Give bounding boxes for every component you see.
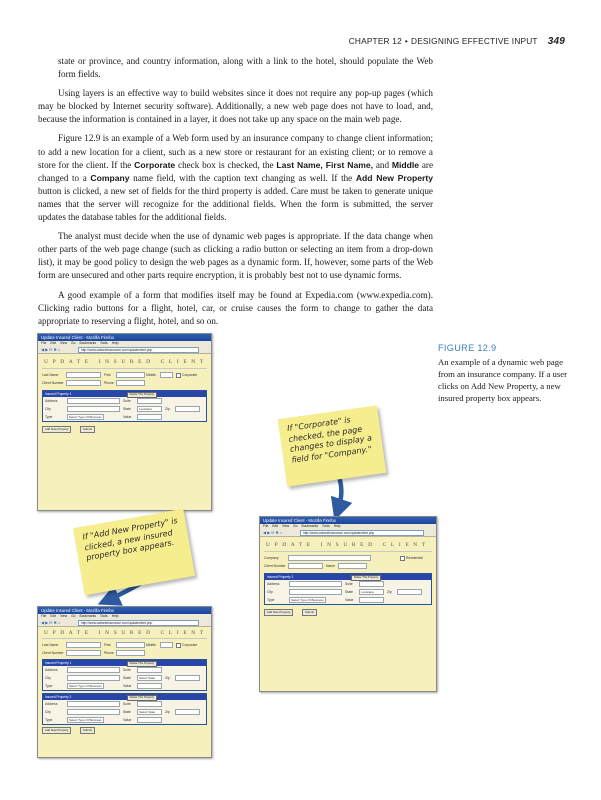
form-heading: UPDATE INSURED CLIENT [44, 359, 208, 365]
state-select[interactable]: Select State [137, 709, 162, 715]
nav-buttons-icon[interactable]: ◀▶⟳✖⌂ [41, 620, 62, 625]
client-row: Client Number Phone [38, 379, 211, 387]
menu-go[interactable]: Go [71, 341, 76, 345]
corporate-checkbox[interactable] [176, 643, 181, 648]
menu-go[interactable]: Go [71, 614, 76, 618]
address-input[interactable] [67, 667, 120, 673]
term-middle: Middle [391, 159, 420, 170]
nav-buttons-icon[interactable]: ◀▶⟳✖⌂ [263, 530, 284, 535]
menu-bookmarks[interactable]: Bookmarks [301, 524, 318, 528]
city-input[interactable] [289, 589, 342, 595]
menu-tools[interactable]: Tools [100, 614, 108, 618]
address-bar [260, 529, 436, 537]
screen-initial-form [37, 333, 212, 511]
last-name-input[interactable] [66, 642, 101, 648]
url-field[interactable]: http://www.calwestinsurance.com/updateclient.php [300, 530, 424, 536]
figure-description: An example of a dynamic web page from an insurance company. If a user clicks on Add New Property, a new insured property box appears. [438, 357, 567, 403]
chapter-title: DESIGNING EFFECTIVE INPUT [411, 36, 538, 46]
phone-input[interactable] [116, 380, 145, 386]
value-input[interactable] [137, 717, 162, 723]
submit-button[interactable]: Submit [80, 727, 95, 734]
client-row: Client Number Name [260, 562, 436, 570]
zip-input[interactable] [175, 406, 200, 412]
state-select[interactable]: Louisiana [359, 589, 384, 595]
type-select[interactable]: Select Type Of Business [67, 717, 104, 723]
paragraph-layers: Using layers is an effective way to build websites since it does not require any pop-up pages (which may be blocked by Internet security software). Additionally, a new web page does not have to load, and, because the information is contained in a layer, it does not take up any space on the main web page. [38, 88, 433, 125]
company-row: Company Residential [264, 556, 423, 560]
menu-view[interactable]: View [60, 614, 68, 618]
note-corporate: If "Corporate" is checked, the page changes to display a field for "Company." [278, 405, 386, 486]
menu-view[interactable]: View [282, 524, 290, 528]
form-heading: UPDATE INSURED CLIENT [44, 630, 208, 636]
menu-tools[interactable]: Tools [322, 524, 330, 528]
type-select[interactable]: Select Type Of Business [289, 597, 326, 603]
delete-property-button[interactable]: Delete This Property [127, 661, 157, 667]
insured-property-box: Insured Property 1 Delete This Property Address Suite City State Louisiana Zip Type Select Type Of Business Value [42, 390, 207, 422]
suite-input[interactable] [137, 398, 162, 404]
chapter-label: CHAPTER 12 [348, 36, 402, 46]
value-input[interactable] [137, 683, 162, 689]
name-row: Last Name First Middle Corporate [42, 643, 198, 647]
submit-button[interactable]: Submit [302, 609, 317, 616]
term-add-new-property: Add New Property [355, 172, 433, 183]
delete-property-button[interactable]: Delete This Property [351, 575, 381, 581]
middle-input[interactable] [160, 642, 173, 648]
client-row: Client Number Phone [38, 649, 211, 657]
suite-input[interactable] [137, 701, 162, 707]
menu-file[interactable]: File [41, 341, 47, 345]
first-name-input[interactable] [116, 372, 145, 378]
first-name-input[interactable] [116, 642, 145, 648]
menu-bookmarks[interactable]: Bookmarks [79, 341, 96, 345]
zip-input[interactable] [175, 709, 200, 715]
menu-edit[interactable]: Edit [50, 341, 56, 345]
state-select[interactable]: Louisiana [137, 406, 162, 412]
paragraph-analyst: The analyst must decide when the use of dynamic web pages is appropriate. If the data change when other parts of the web page change (such as clicking a radio button or selecting an item from a drop-down list), it may be good policy to design the web pages as a dynamic form. If, however, some parts of the Web form are unsecured and other parts require encryption, it is probably best not to use dynamic forms. [38, 231, 433, 281]
menu-file[interactable]: File [41, 614, 47, 618]
address-input[interactable] [289, 581, 342, 587]
menu-view[interactable]: View [60, 341, 68, 345]
menu-tools[interactable]: Tools [100, 341, 108, 345]
url-field[interactable]: http://www.calwestinsurance.com/updateclient.php [78, 620, 199, 626]
menu-help[interactable]: Help [111, 341, 119, 345]
separator-bullet: • [404, 36, 408, 46]
menu-edit[interactable]: Edit [50, 614, 56, 618]
residential-checkbox[interactable] [400, 556, 405, 561]
add-new-property-button[interactable]: Add New Property [264, 609, 293, 616]
submit-button[interactable]: Submit [80, 426, 95, 433]
phone-input[interactable] [116, 650, 145, 656]
name-row: Last Name First Middle Corporate [42, 373, 198, 377]
insured-property-box-2: Insured Property 2 Delete This Property Address Suite City State Select State Zip Type Select Type Of Business Value [42, 693, 207, 725]
name-input[interactable] [338, 563, 367, 569]
menu-edit[interactable]: Edit [272, 524, 278, 528]
term-company: Company [90, 172, 130, 183]
suite-input[interactable] [359, 581, 384, 587]
value-input[interactable] [359, 597, 384, 603]
screen-corporate-form [259, 516, 437, 692]
figure-label: FIGURE 12.9 [438, 343, 497, 353]
address-bar [38, 619, 211, 627]
client-number-input[interactable] [66, 380, 101, 386]
address-input[interactable] [67, 398, 120, 404]
note-add-property: If "Add New Property" is clicked, a new insured property box appears. [73, 509, 195, 595]
company-input[interactable] [288, 555, 371, 561]
client-number-input[interactable] [288, 563, 323, 569]
middle-input[interactable] [160, 372, 173, 378]
paragraph-figure-description: Figure 12.9 is an example of a Web form used by an insurance company to change client information; to add a new location for a client, such as a new store or restaurant for an existing client; or to remove a store for the client. If the Corporate check box is checked, the Last Name, First Name, and Middle are changed to a Company name field, with the caption text changing as well. If the Add New Property button is clicked, a new set of fields for the third property is added. Care must be taken to generate unique names that the server will recognize for the additional fields. When the form is submitted, the server updates the database tables for the additional fields. [38, 133, 434, 223]
menu-go[interactable]: Go [293, 524, 298, 528]
window-title: Update Insured Client - Mozilla Firefox [38, 607, 211, 614]
suite-input[interactable] [137, 667, 162, 673]
nav-buttons-icon[interactable]: ◀▶⟳✖⌂ [41, 347, 62, 352]
zip-input[interactable] [397, 589, 422, 595]
delete-property-button[interactable]: Delete This Property [127, 392, 157, 398]
client-number-input[interactable] [66, 650, 101, 656]
type-select[interactable]: Select Type Of Business [67, 683, 104, 689]
state-select[interactable]: Select State [137, 675, 162, 681]
add-new-property-button[interactable]: Add New Property [42, 727, 71, 734]
menu-file[interactable]: File [263, 524, 269, 528]
last-name-input[interactable] [66, 372, 101, 378]
paragraph-continued: state or province, and country information, along with a link to the hotel, should populate the Web form fields. [58, 56, 433, 80]
city-input[interactable] [67, 675, 120, 681]
term-last-first-name: Last Name, First Name, [276, 159, 374, 170]
screen-added-property-form [37, 606, 212, 758]
city-input[interactable] [67, 709, 120, 715]
city-input[interactable] [67, 406, 120, 412]
corporate-checkbox[interactable] [176, 373, 181, 378]
insured-property-box: Insured Property 1 Delete This Property Address Suite City State Louisiana Zip Type Select Type Of Business Value [264, 573, 432, 605]
form-heading: UPDATE INSURED CLIENT [266, 542, 430, 548]
term-corporate: Corporate [134, 159, 176, 170]
address-input[interactable] [67, 701, 120, 707]
menu-help[interactable]: Help [111, 614, 119, 618]
delete-property-button[interactable]: Delete This Property [127, 695, 157, 701]
page-number: 349 [547, 36, 565, 47]
add-new-property-button[interactable]: Add New Property [42, 426, 71, 433]
menu-bookmarks[interactable]: Bookmarks [79, 614, 96, 618]
paragraph-expedia: A good example of a form that modifies itself may be found at Expedia.com (www.expedia.com). Clicking radio buttons for a flight, hotel, car, or cruise causes the form to change to gather the data appropriate to reserving a flight, hotel, and so on. [38, 289, 433, 326]
window-title: Update Insured Client - Mozilla Firefox [38, 334, 211, 341]
url-field[interactable]: http://www.calwestinsurance.com/updateclient.php [78, 347, 199, 353]
type-select[interactable]: Select Type Of Business [67, 414, 104, 420]
value-input[interactable] [137, 414, 162, 420]
zip-input[interactable] [175, 675, 200, 681]
window-title: Update Insured Client - Mozilla Firefox [260, 517, 436, 524]
address-bar [38, 346, 211, 354]
menu-help[interactable]: Help [333, 524, 341, 528]
insured-property-box-1: Insured Property 1 Delete This Property Address Suite City State Select State Zip Type Select Type Of Business Value [42, 659, 207, 691]
